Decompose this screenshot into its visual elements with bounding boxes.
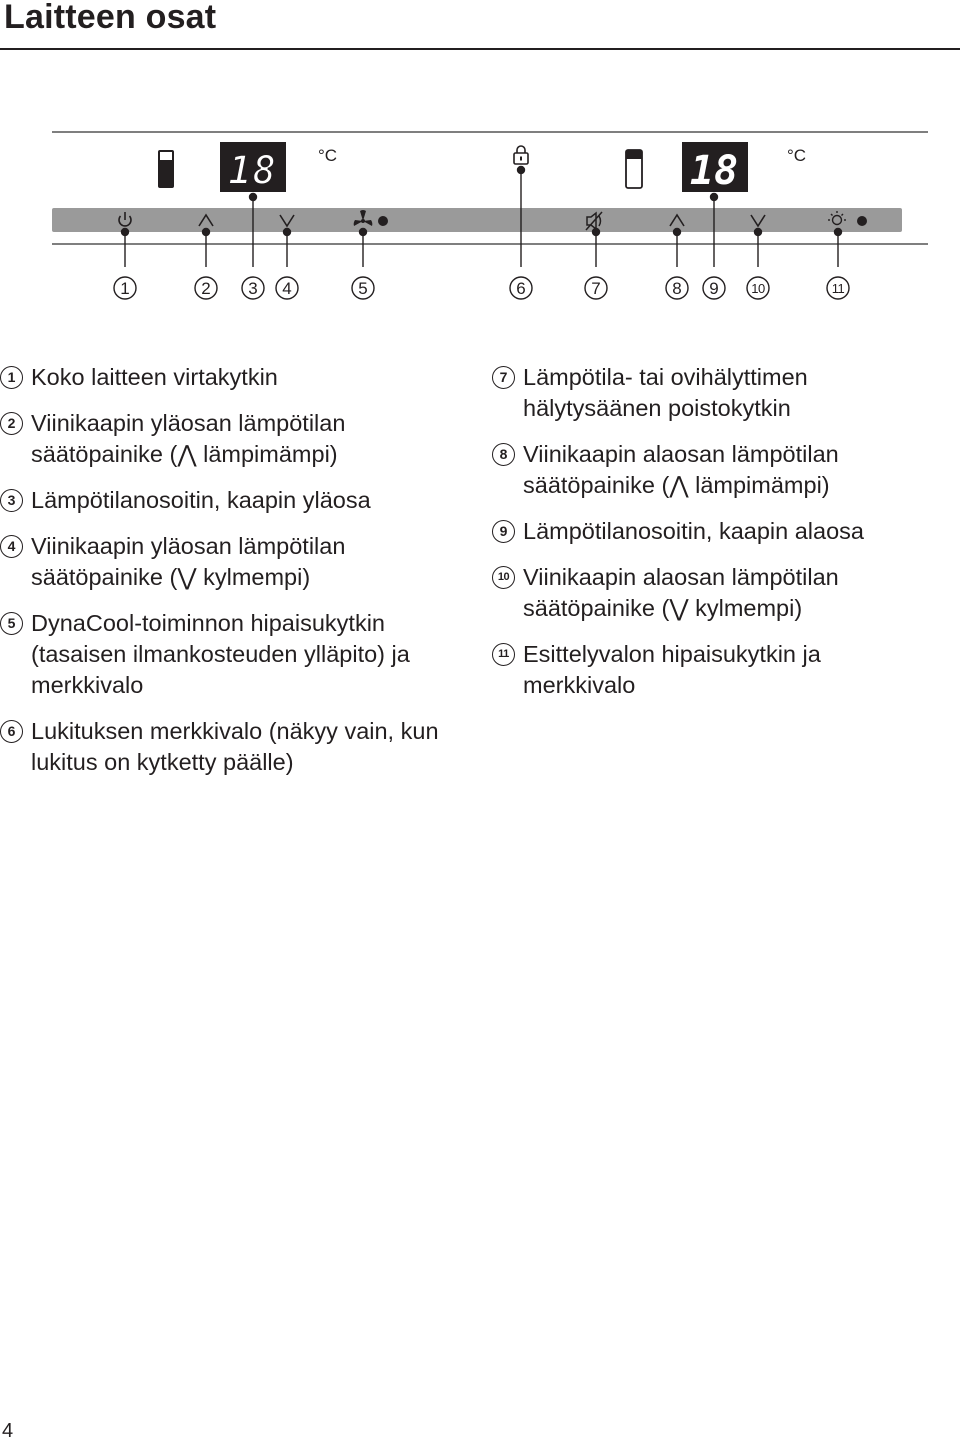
callout-8-label: 8 — [672, 279, 682, 298]
description-text: Lukituksen merkkivalo (näkyy vain, kun lukitus on kytketty päälle) — [31, 718, 439, 775]
description-list-right — [492, 362, 932, 716]
description-number: 8 — [492, 443, 515, 466]
page-number: 4 — [2, 1420, 14, 1442]
lower-display-digits: 18 — [689, 148, 739, 194]
callout-1-label: 1 — [120, 279, 130, 298]
description-item-9 — [492, 516, 932, 547]
callout-2 — [195, 277, 217, 299]
control-panel-diagram — [0, 120, 960, 320]
lock-icon — [514, 146, 528, 164]
description-item-4 — [0, 531, 470, 593]
description-text: Viinikaapin alaosan lämpötilan säätöpainike (⋁ kylmempi) — [523, 564, 839, 621]
description-text: Lämpötilanosoitin, kaapin yläosa — [31, 487, 371, 513]
callout-9-label: 9 — [709, 279, 719, 298]
upper-display-digits: 18 — [227, 148, 277, 194]
description-number: 5 — [0, 612, 23, 635]
description-number: 6 — [0, 720, 23, 743]
callout-5 — [352, 277, 374, 299]
callout-4-label: 4 — [282, 279, 292, 298]
description-item-8 — [492, 439, 932, 501]
light-indicator-icon — [857, 216, 867, 226]
description-item-6 — [0, 716, 470, 778]
callout-11 — [827, 277, 849, 299]
callout-7-label: 7 — [591, 279, 601, 298]
callout-6 — [510, 277, 532, 299]
description-item-11 — [492, 639, 932, 701]
callout-3-label: 3 — [248, 279, 258, 298]
description-item-1 — [0, 362, 470, 393]
description-number: 11 — [492, 643, 515, 666]
callout-9 — [703, 277, 725, 299]
callout-10 — [747, 277, 769, 299]
callout-7 — [585, 277, 607, 299]
description-item-2 — [0, 408, 470, 470]
description-text: Lämpötilanosoitin, kaapin alaosa — [523, 518, 864, 544]
callout-10-label: 10 — [751, 281, 765, 296]
lower-unit-label: °C — [787, 146, 807, 165]
description-text: Viinikaapin alaosan lämpötilan säätöpainike (⋀ lämpimämpi) — [523, 441, 839, 498]
upper-unit-label: °C — [318, 146, 338, 165]
callout-5-label: 5 — [358, 279, 368, 298]
callout-2-label: 2 — [201, 279, 211, 298]
upper-zone-gauge-icon — [158, 150, 174, 188]
description-text: Esittelyvalon hipaisukytkin ja merkkivalo — [523, 641, 821, 698]
callout-3 — [242, 277, 264, 299]
callout-1 — [114, 277, 136, 299]
callout-11-label: 11 — [831, 281, 845, 296]
description-number: 10 — [492, 566, 515, 589]
page-title: Laitteen osat — [4, 0, 217, 36]
description-text: Lämpötila- tai ovihälyttimen hälytysäänen poistokytkin — [523, 364, 808, 421]
callout-4 — [276, 277, 298, 299]
lower-temperature-display — [682, 142, 748, 194]
description-text: Koko laitteen virtakytkin — [31, 364, 278, 390]
description-item-5 — [0, 608, 470, 701]
callouts — [114, 277, 849, 299]
callout-6-label: 6 — [516, 279, 526, 298]
description-number: 2 — [0, 412, 23, 435]
callout-8 — [666, 277, 688, 299]
title-rule — [0, 48, 960, 50]
button-bar — [52, 208, 902, 232]
description-number: 4 — [0, 535, 23, 558]
description-list-left — [0, 362, 470, 793]
description-text: Viinikaapin yläosan lämpötilan säätöpainike (⋀ lämpimämpi) — [31, 410, 346, 467]
upper-temperature-display — [220, 142, 286, 194]
description-number: 3 — [0, 489, 23, 512]
description-number: 9 — [492, 520, 515, 543]
description-item-3 — [0, 485, 470, 516]
description-item-7 — [492, 362, 932, 424]
description-number: 7 — [492, 366, 515, 389]
description-number: 1 — [0, 366, 23, 389]
dynacool-indicator-icon — [378, 216, 388, 226]
description-text: DynaCool-toiminnon hipaisukytkin (tasaisen ilmankosteuden ylläpito) ja merkkivalo — [31, 610, 410, 698]
description-text: Viinikaapin yläosan lämpötilan säätöpainike (⋁ kylmempi) — [31, 533, 346, 590]
lower-zone-gauge-icon — [626, 150, 642, 188]
description-item-10 — [492, 562, 932, 624]
